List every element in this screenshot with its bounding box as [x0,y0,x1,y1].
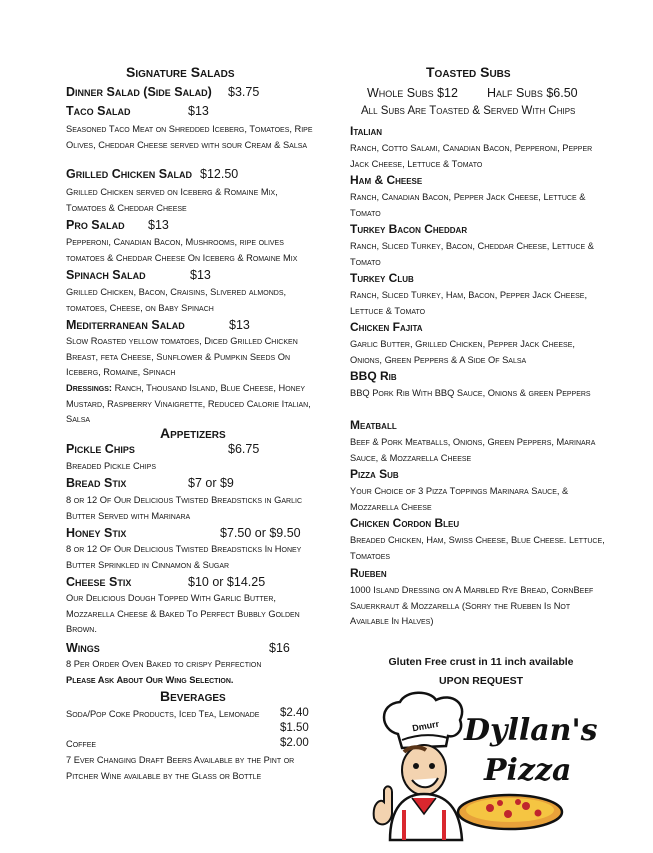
beverages-title: Beverages [160,688,226,704]
item-price: $13 [188,104,209,118]
soda-line: Soda/Pop Coke Products, Iced Tea, Lemonade [66,709,260,719]
item-price: $13 [190,268,211,282]
menu-item [66,526,126,540]
item-description: 8 or 12 Of Our Delicious Twisted Breadsticks in Garlic Butter Served with Marinara [66,495,303,521]
sub-description: Beef & Pork Meatballs, Onions, Green Peppers, Marinara Sauce, & Mozzarella Cheese [350,437,596,463]
item-name: Cheese Stix [66,575,132,589]
coffee-price: $2.00 [280,737,309,749]
item-description: 8 or 12 Of Our Delicious Twisted Breadsticks In Honey Butter Sprinkled in Cinnamon & Sugar [66,544,302,570]
item-description: Seasoned Taco Meat on Shredded Iceberg, Tomatoes, Ripe Olives, Cheddar Cheese served with sour Cream & Salsa [66,124,313,150]
menu-item [66,104,130,118]
menu-item [66,167,192,181]
menu-item [66,218,125,232]
item-price: $7.50 or $9.50 [220,526,301,540]
menu-item [66,268,146,282]
signature-salads-title: Signature Salads [126,64,235,80]
dressings-list: Ranch, Thousand Island, Blue Cheese, Honey Mustard, Raspberry Vinaigrette, Reduced Calorie Italian, Salsa [66,383,311,424]
soda-price-alt: $1.50 [280,722,309,734]
beer-note: 7 Ever Changing Draft Beers Available by the Pint or Pitcher Wine available by the Glass or Bottle [66,755,295,781]
item-name: Bread Stix [66,476,127,490]
item-price: $16 [269,641,290,655]
item-price: $13 [229,318,250,332]
menu-item [66,442,135,456]
item-name: Pickle Chips [66,442,135,456]
sub-name: Turkey Club [350,271,414,285]
whole-subs-price: Whole Subs $12 [367,86,458,100]
sub-name: Rueben [350,566,387,580]
sub-name: Ham & Cheese [350,173,423,187]
sub-name: Chicken Cordon Bleu [350,516,460,530]
sub-description: 1000 Island Dressing on A Marbled Rye Bread, CornBeef Sauerkraut & Mozzarella (Sorry the Rueben Is Not Available In Halves) [350,585,594,626]
sub-name: BBQ Rib [350,369,397,383]
dressings-label: Dressings: [66,383,112,393]
sub-description: BBQ Pork Rib With BBQ Sauce, Onions & green Peppers [350,388,591,398]
gluten-line-2: UPON REQUEST [438,675,523,687]
sub-name: Italian [350,124,383,138]
item-name: Mediterranean Salad [66,318,185,332]
appetizers-title: Appetizers [160,425,226,441]
sub-description: Ranch, Sliced Turkey, Ham, Bacon, Pepper Jack Cheese, Lettuce & Tomato [350,290,588,316]
wing-note: Please Ask About Our Wing Selection. [66,675,234,685]
item-price: $13 [148,218,169,232]
item-description: Pepperoni, Canadian Bacon, Mushrooms, ripe olives tomatoes & Cheddar Cheese On Iceberg & Romaine Mix [66,237,298,263]
sub-description: Your Choice of 3 Pizza Toppings Marinara Sauce, & Mozzarella Cheese [350,486,569,512]
sub-description: Garlic Butter, Grilled Chicken, Pepper Jack Cheese, Onions, Green Peppers & A Side Of Salsa [350,339,575,365]
sub-description: Ranch, Sliced Turkey, Bacon, Cheddar Cheese, Lettuce & Tomato [350,241,594,267]
toasted-subs-title: Toasted Subs [426,64,511,80]
item-name: Spinach Salad [66,268,146,282]
sub-name: Pizza Sub [350,467,399,481]
item-description: Slow Roasted yellow tomatoes, Diced Grilled Chicken Breast, feta Cheese, Sunflower & Pumpkin Seeds On Iceberg, Romaine, Spinach [66,336,298,377]
gluten-line-1: Gluten Free crust in 11 inch available [388,656,574,668]
sub-name: Chicken Fajita [350,320,423,334]
half-subs-price: Half Subs $6.50 [487,86,578,100]
dressings-note [66,381,316,428]
logo-line-2: Pizza [484,753,572,788]
sub-name: Turkey Bacon Cheddar [350,222,468,236]
coffee-line: Coffee [66,739,97,749]
item-name: Dinner Salad (Side Salad) [66,85,212,99]
item-description: Breaded Pickle Chips [66,461,157,471]
item-name: Honey Stix [66,526,127,540]
sub-description: Ranch, Cotto Salami, Canadian Bacon, Pepperoni, Pepper Jack Cheese, Lettuce & Tomato [350,143,593,169]
soda-price: $2.40 [280,707,309,719]
menu-item [66,85,212,99]
item-description: Grilled Chicken served on Iceberg & Romaine Mix, Tomatoes & Cheddar Cheese [66,187,278,213]
item-name: Pro Salad [66,218,125,232]
item-price: $10 or $14.25 [188,575,266,589]
item-name: Taco Salad [66,104,131,118]
menu-item [66,575,131,589]
menu-item [66,318,185,332]
item-price: $3.75 [228,85,260,99]
item-name: Grilled Chicken Salad [66,167,193,181]
hat-text: Dmurr [411,718,440,734]
sub-name: Meatball [350,418,397,432]
dyllans-pizza-logo [360,690,598,845]
item-price: $7 or $9 [188,476,234,490]
subs-note: All Subs Are Toasted & Served With Chips [361,105,576,117]
sub-description: Breaded Chicken, Ham, Swiss Cheese, Blue Cheese. Lettuce, Tomatoes [350,535,605,561]
item-description: Grilled Chicken, Bacon, Craisins, Slivered almonds, tomatoes, Cheese, on Baby Spinach [66,287,287,313]
item-price: $6.75 [228,442,260,456]
sub-description: Ranch, Canadian Bacon, Pepper Jack Cheese, Lettuce & Tomato [350,192,586,218]
menu-item [66,476,126,490]
item-description: Our Delicious Dough Topped With Garlic Butter, Mozzarella Cheese & Baked To Perfect Bubbly Golden Brown. [66,593,300,634]
chef-mascot-icon [360,690,598,845]
item-price: $12.50 [200,167,239,181]
item-description: 8 Per Order Oven Baked to crispy Perfection [66,659,262,669]
gluten-free-note [350,653,612,691]
menu-item [66,641,100,655]
item-name: Wings [66,641,100,655]
logo-line-1: Dyllan's [464,713,598,748]
